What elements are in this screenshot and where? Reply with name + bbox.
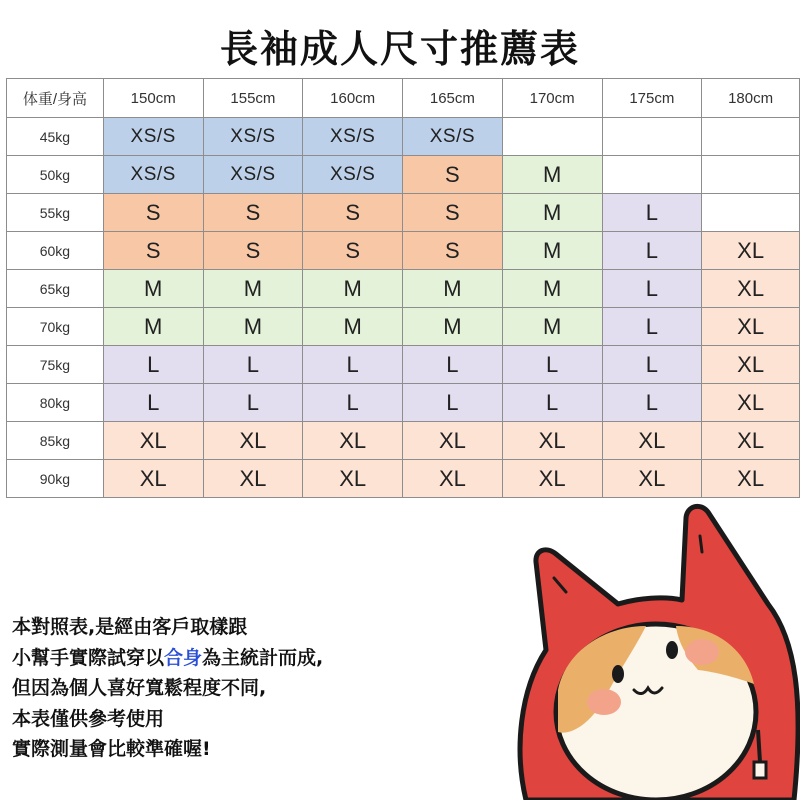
height-header: 155cm: [203, 79, 303, 118]
size-cell: XL: [702, 460, 800, 498]
size-cell: S: [303, 194, 403, 232]
note-line-3: 但因為個人喜好寬鬆程度不同,: [12, 677, 267, 699]
size-cell: XS/S: [103, 156, 203, 194]
page-title: 長袖成人尺寸推薦表: [219, 27, 580, 71]
size-cell: XL: [702, 422, 800, 460]
size-cell: XL: [203, 460, 303, 498]
size-cell: [702, 194, 800, 232]
size-cell: L: [403, 346, 503, 384]
weight-cell: 90kg: [7, 460, 104, 498]
size-cell: L: [602, 270, 702, 308]
size-cell: M: [502, 232, 602, 270]
size-cell: L: [502, 384, 602, 422]
weight-cell: 70kg: [7, 308, 104, 346]
size-cell: M: [103, 308, 203, 346]
note-line-1: 本對照表,是經由客戶取樣跟: [12, 616, 248, 638]
table-row: [7, 232, 800, 270]
size-cell: XL: [103, 422, 203, 460]
table-row: [7, 460, 800, 498]
size-cell: XL: [702, 308, 800, 346]
size-cell: M: [303, 308, 403, 346]
red-hooded-cat-mascot-icon: [506, 500, 800, 800]
size-cell: M: [103, 270, 203, 308]
size-cell: XS/S: [303, 118, 403, 156]
size-cell: S: [403, 232, 503, 270]
size-cell: S: [103, 232, 203, 270]
size-chart-table: [6, 78, 800, 498]
size-cell: L: [103, 346, 203, 384]
size-cell: L: [403, 384, 503, 422]
size-cell: [702, 118, 800, 156]
size-cell: XL: [403, 460, 503, 498]
size-cell: L: [602, 308, 702, 346]
size-cell: M: [203, 270, 303, 308]
size-cell: XS/S: [203, 118, 303, 156]
table-row: [7, 422, 800, 460]
note-line-5: 實際測量會比較準確喔!: [12, 738, 211, 760]
size-cell: XL: [702, 384, 800, 422]
table-row: [7, 118, 800, 156]
size-cell: M: [303, 270, 403, 308]
size-cell: L: [602, 384, 702, 422]
size-cell: M: [502, 270, 602, 308]
size-cell: XL: [702, 232, 800, 270]
size-cell: M: [502, 156, 602, 194]
weight-cell: 45kg: [7, 118, 104, 156]
height-header: 180cm: [702, 79, 800, 118]
height-header: 150cm: [103, 79, 203, 118]
size-cell: XL: [602, 460, 702, 498]
note-line-2-start: 小幫手實際試穿以: [12, 646, 165, 669]
weight-cell: 80kg: [7, 384, 104, 422]
weight-cell: 75kg: [7, 346, 104, 384]
size-cell: L: [203, 384, 303, 422]
size-cell: XL: [702, 270, 800, 308]
weight-cell: 50kg: [7, 156, 104, 194]
weight-cell: 60kg: [7, 232, 104, 270]
height-header: 170cm: [502, 79, 602, 118]
size-cell: M: [502, 194, 602, 232]
size-cell: M: [502, 308, 602, 346]
note-line-2-end: 為主統計而成,: [202, 646, 324, 669]
size-cell: [602, 118, 702, 156]
table-row: [7, 384, 800, 422]
size-cell: L: [602, 346, 702, 384]
size-cell: [702, 156, 800, 194]
size-cell: L: [602, 232, 702, 270]
size-cell: XL: [303, 460, 403, 498]
table-row: [7, 346, 800, 384]
size-cell: L: [203, 346, 303, 384]
size-cell: XS/S: [403, 118, 503, 156]
header-row: [7, 79, 800, 118]
size-cell: XL: [403, 422, 503, 460]
size-cell: XL: [502, 422, 602, 460]
size-cell: L: [103, 384, 203, 422]
size-cell: M: [203, 308, 303, 346]
table-row: [7, 156, 800, 194]
size-cell: L: [303, 384, 403, 422]
size-cell: [502, 118, 602, 156]
height-header: 175cm: [602, 79, 702, 118]
size-cell: XS/S: [303, 156, 403, 194]
size-cell: M: [403, 270, 503, 308]
size-cell: L: [602, 194, 702, 232]
size-cell: XS/S: [203, 156, 303, 194]
size-cell: S: [103, 194, 203, 232]
weight-cell: 85kg: [7, 422, 104, 460]
size-cell: S: [403, 194, 503, 232]
note-line-2: [12, 643, 323, 674]
size-cell: XL: [702, 346, 800, 384]
table-row: [7, 270, 800, 308]
size-cell: XL: [303, 422, 403, 460]
size-cell: XL: [103, 460, 203, 498]
size-cell: S: [203, 232, 303, 270]
weight-cell: 55kg: [7, 194, 104, 232]
table-row: [7, 194, 800, 232]
size-cell: XS/S: [103, 118, 203, 156]
size-cell: L: [502, 346, 602, 384]
height-header: 160cm: [303, 79, 403, 118]
size-cell: S: [303, 232, 403, 270]
table-row: [7, 308, 800, 346]
size-cell: S: [203, 194, 303, 232]
disclaimer-note: [12, 612, 323, 765]
corner-header: 体重/身高: [7, 79, 104, 118]
size-cell: L: [303, 346, 403, 384]
size-cell: XL: [502, 460, 602, 498]
size-cell: [602, 156, 702, 194]
fit-highlight: 合身: [164, 646, 203, 669]
size-cell: S: [403, 156, 503, 194]
size-cell: M: [403, 308, 503, 346]
height-header: 165cm: [403, 79, 503, 118]
weight-cell: 65kg: [7, 270, 104, 308]
size-cell: XL: [203, 422, 303, 460]
size-cell: XL: [602, 422, 702, 460]
note-line-4: 本表僅供參考使用: [12, 707, 165, 730]
